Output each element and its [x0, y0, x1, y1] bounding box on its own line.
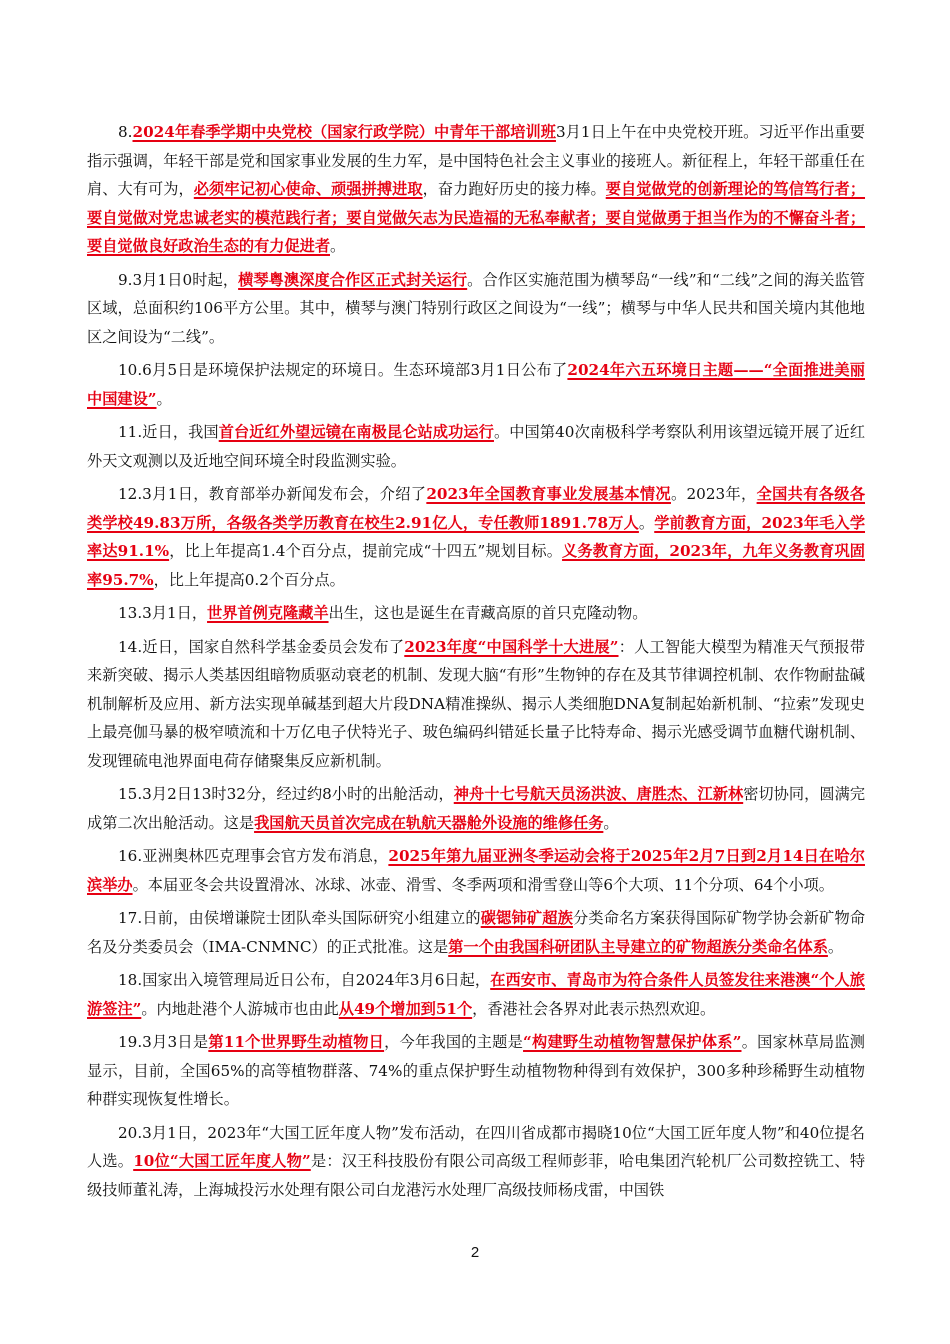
highlighted-key-point: 2025年第九届亚洲冬季运动会将于2025年2月7日到2月14日在哈尔滨举办	[87, 847, 865, 894]
paragraph-text: 分类命名方案获得国际矿物学协会新矿物命名及分类委员会（IMA-CNMNC）的正式批准。这是	[87, 909, 866, 956]
document-body	[87, 118, 865, 1209]
paragraph-text: ：人工智能大模型为精准天气预报带来新突破、揭示人类基因组暗物质驱动衰老的机制、发现大脑“有形”生物钟的存在及其节律调控机制、农作物耐盐碱机制解析及应用、新方法实现单碱基到超大片段DNA精准操纵、揭示人类细胞DNA复制起始新机制、“拉索”发现史上最亮伽马暴的极窄喷流和十万亿电子伏特光子、玻色编码纠错延长量子比特寿命、揭示光感受调节血糖代谢机制、发现锂硫电池界面电荷存储聚集反应新机制。	[87, 637, 866, 770]
paragraph-text: 出生，这也是诞生在青藏高原的首只克隆动物。	[328, 604, 648, 622]
paragraph-text: 。	[638, 513, 655, 532]
highlighted-key-point: 2024年六五环境日主题——“全面推进美丽中国建设”	[87, 361, 865, 408]
highlighted-key-point: 10位“大国工匠年度人物”	[133, 1152, 311, 1170]
news-paragraph	[87, 418, 865, 475]
highlighted-key-point: 必须牢记初心使命、顽强拼搏进取	[193, 180, 423, 198]
highlighted-key-point: 学前教育方面，2023年毛入学率达91.1%	[87, 513, 866, 560]
paragraph-text: 17.日前，由侯增谦院士团队牵头国际研究小组建立的	[118, 909, 481, 927]
paragraph-text: 8.	[118, 123, 133, 141]
paragraph-text: 。2023年，	[670, 485, 757, 503]
news-paragraph	[87, 633, 865, 776]
paragraph-text: 3月1日上午在中央党校开班。习近平作出重要指示强调，年轻干部是党和国家事业发展的生力军，是中国特色社会主义事业的接班人。新征程上，年轻干部重任在肩、大有可为，	[87, 123, 865, 198]
highlighted-key-point: 义务教育方面，2023年，九年义务教育巩固率95.7%	[87, 542, 865, 589]
paragraph-text: 12.3月1日，教育部举办新闻发布会，介绍了	[118, 485, 427, 503]
highlighted-key-point: 碳锶铈矿超族	[480, 909, 573, 927]
highlighted-key-point: 从49个增加到51个	[338, 999, 473, 1018]
page-number: 2	[470, 1244, 480, 1261]
news-paragraph	[87, 266, 865, 352]
highlighted-key-point: 第11个世界野生动植物日	[208, 1033, 385, 1051]
highlighted-key-point: 全国共有各级各类学校49.83万所，各级各类学历教育在校生2.91亿人，专任教师1891.78万人	[87, 485, 866, 532]
paragraph-text: 19.3月3日是	[118, 1033, 209, 1051]
news-paragraph	[87, 599, 865, 628]
news-paragraph	[87, 966, 865, 1023]
highlighted-key-point: 第一个由我国科研团队主导建立的矿物超族分类命名体系	[448, 937, 828, 956]
paragraph-text: 20.3月1日，2023年“大国工匠年度人物”发布活动，在四川省成都市揭晓10位“大国工匠年度人物”和40位提名人选。	[87, 1123, 865, 1170]
paragraph-text: ，今年我国的主题是	[384, 1033, 524, 1051]
highlighted-key-point: 首台近红外望远镜在南极昆仑站成功运行	[218, 423, 494, 441]
news-paragraph	[87, 1119, 865, 1205]
news-paragraph	[87, 356, 865, 413]
paragraph-text: 。	[827, 937, 844, 956]
paragraph-text: ，香港社会各界对此表示热烈欢迎。	[472, 999, 716, 1018]
news-paragraph	[87, 780, 865, 837]
paragraph-text: ，比上年提高0.2个百分点。	[153, 570, 345, 589]
paragraph-text: 9.3月1日0时起，	[118, 270, 239, 289]
highlighted-key-point: 在西安市、青岛市为符合条件人员签发往来港澳“个人旅游签注”	[87, 971, 865, 1018]
paragraph-text: 。	[330, 237, 346, 255]
paragraph-text: 。本届亚冬会共设置滑冰、冰球、冰壶、滑雪、冬季两项和滑雪登山等6个大项、11个分项、64个小项。	[132, 875, 834, 894]
highlighted-key-point: 横琴粤澳深度合作区正式封关运行	[238, 270, 468, 289]
paragraph-text: 18.国家出入境管理局近日公布，自2024年3月6日起，	[118, 971, 491, 989]
news-paragraph	[87, 904, 865, 961]
paragraph-text: 13.3月1日，	[118, 604, 208, 622]
highlighted-key-point: 我国航天员首次完成在轨航天器舱外设施的维修任务	[254, 813, 604, 832]
news-paragraph	[87, 118, 865, 261]
highlighted-key-point: 2023年全国教育事业发展基本情况	[426, 485, 671, 503]
paragraph-text: 11.近日，我国	[118, 423, 219, 441]
highlighted-key-point: 2024年春季学期中央党校（国家行政学院）中青年干部培训班	[132, 123, 556, 141]
paragraph-text: 。	[156, 389, 172, 408]
paragraph-text: ，比上年提高1.4个百分点，提前完成“十四五”规划目标。	[169, 542, 563, 560]
highlighted-key-point: 世界首例克隆藏羊	[207, 604, 329, 622]
paragraph-text: 。国家林草局监测显示，目前，全国65%的高等植物群落、74%的重点保护野生动植物物种得到有效保护，300多种珍稀野生动植物种群实现恢复性增长。	[87, 1033, 865, 1108]
highlighted-key-point: 2023年度“中国科学十大进展”	[404, 637, 619, 656]
paragraph-text: 14.近日，国家自然科学基金委员会发布了	[118, 637, 405, 656]
paragraph-text: 16.亚洲奥林匹克理事会官方发布消息，	[118, 847, 389, 865]
paragraph-text: 密切协同，圆满完成第二次出舱活动。这是	[87, 785, 866, 832]
highlighted-key-point: 神舟十七号航天员汤洪波、唐胜杰、江新林	[453, 785, 744, 803]
paragraph-text: 10.6月5日是环境保护法规定的环境日。生态环境部3月1日公布了	[118, 361, 568, 379]
paragraph-text: 。合作区实施范围为横琴岛“一线”和“二线”之间的海关监管区域，总面积约106平方公里。其中，横琴与澳门特别行政区之间设为“一线”；横琴与中华人民共和国关境内其他地区之间设为“二线”。	[87, 270, 865, 346]
highlighted-key-point: “构建野生动植物智慧保护体系”	[523, 1033, 742, 1051]
news-paragraph	[87, 842, 865, 899]
paragraph-text: ，奋力跑好历史的接力棒。	[422, 180, 606, 198]
paragraph-text: 。内地赴港个人游城市也由此	[141, 999, 339, 1018]
paragraph-text: 15.3月2日13时32分，经过约8小时的出舱活动，	[118, 785, 454, 803]
paragraph-text: 。	[603, 813, 619, 832]
news-paragraph	[87, 1028, 865, 1114]
paragraph-text: 是：汉王科技股份有限公司高级工程师彭菲，哈电集团汽轮机厂公司数控铣工、特级技师董礼涛，上海城投污水处理有限公司白龙港污水处理厂高级技师杨戌雷，中国铁	[87, 1152, 866, 1199]
news-paragraph	[87, 480, 865, 594]
paragraph-text: 。中国第40次南极科学考察队利用该望远镜开展了近红外天文观测以及近地空间环境全时段监测实验。	[87, 423, 866, 470]
highlighted-key-point: 要自觉做党的创新理论的笃信笃行者；要自觉做对党忠诚老实的模范践行者；要自觉做矢志为民造福的无私奉献者；要自觉做勇于担当作为的不懈奋斗者；要自觉做良好政治生态的有力促进者	[87, 180, 866, 255]
